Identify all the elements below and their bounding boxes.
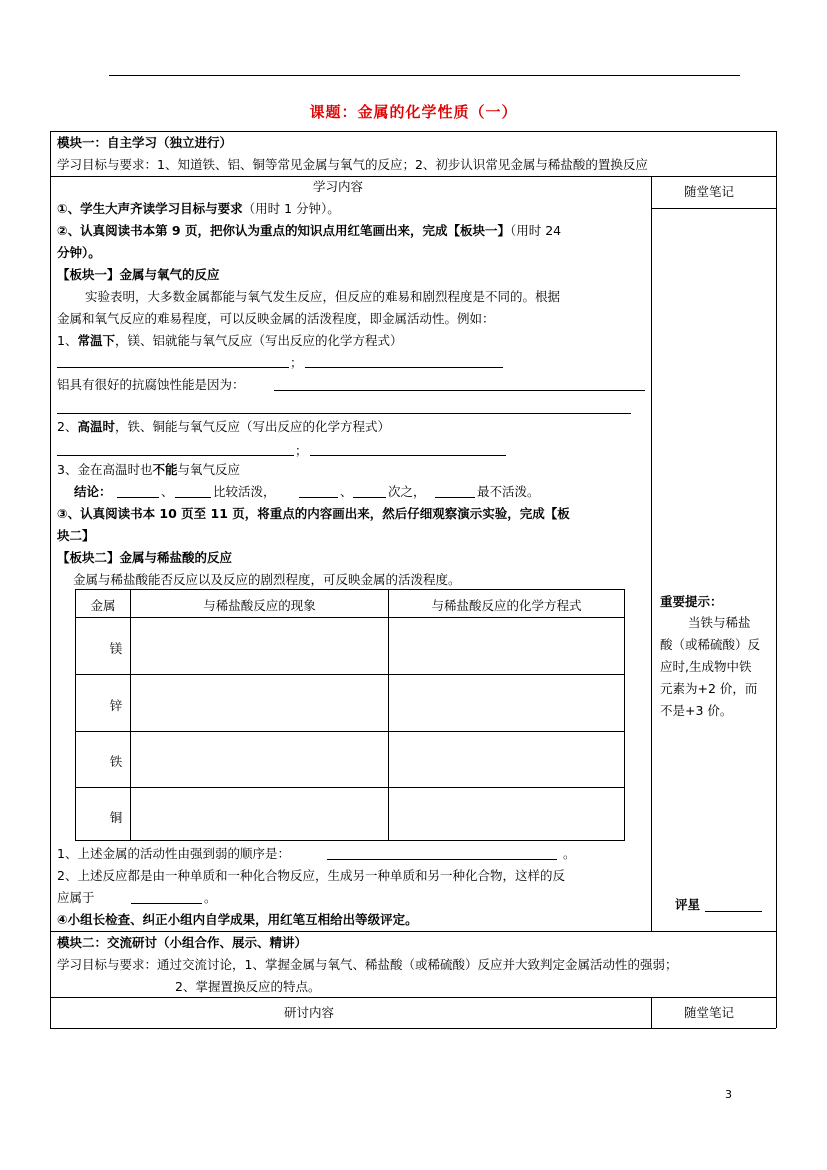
conclusion-label: 结论： — [74, 484, 112, 499]
item3-b: 与氧气反应 — [177, 462, 240, 477]
module1-goals: 学习目标与要求：1、知道铁、铝、铜等常见金属与氧气的反应；2、初步认识常见金属与稀盐酸的置换反应 — [57, 157, 648, 172]
block2-para: 金属与稀盐酸能否反应以及反应的剧烈程度，可反映金属的活泼程度。 — [73, 572, 461, 587]
row-divider-1 — [50, 176, 776, 177]
question-2: 2、上述反应都是由一种单质和一种化合物反应，生成另一种单质和另一种化合物，这样的反 — [57, 868, 565, 883]
note-line: 当铁与稀盐 — [688, 615, 751, 630]
module2-notes-header: 随堂笔记 — [684, 1005, 735, 1020]
module2-goals-2: 2、掌握置换反应的特点。 — [175, 979, 321, 994]
step2-text: ②、认真阅读书本第 9 页，把你认为重点的知识点用红笔画出来，完成【板块一】 — [57, 223, 510, 238]
step1-text: ①、学生大声齐读学习目标与要求 — [57, 201, 243, 216]
table-col-divider-1 — [130, 590, 131, 840]
semicolon-1: ； — [290, 355, 303, 370]
conc-sep-2: 、 — [340, 484, 353, 499]
table-row-divider — [76, 674, 624, 675]
item3-bold: 不能 — [152, 462, 178, 477]
item2-rest: ，铁、铜能与氧气反应（写出反应的化学方程式） — [114, 419, 390, 434]
note-line: 酸（或稀硫酸）反 — [660, 637, 761, 652]
conc-blank-4[interactable] — [353, 497, 386, 498]
blank-1a[interactable] — [57, 367, 289, 368]
question-2-cont: 应属于 — [57, 890, 95, 905]
conc-blank-5[interactable] — [435, 497, 475, 498]
header-rule — [109, 75, 740, 76]
semicolon-2: ； — [295, 443, 308, 458]
table-header-metal: 金属 — [90, 598, 116, 613]
table-header-equation: 与稀盐酸反应的化学方程式 — [431, 598, 582, 613]
step2-cont: 分钟）。 — [57, 245, 101, 260]
rating-label: 评星 — [675, 897, 701, 912]
step1 — [57, 200, 340, 217]
item2-bold: 高温时 — [77, 419, 115, 434]
item1 — [57, 332, 402, 349]
notes-divider-1 — [651, 176, 652, 931]
table-col-divider-2 — [388, 590, 389, 840]
step2 — [57, 222, 561, 239]
step2-time: （用时 24 — [510, 223, 562, 238]
row-divider-2 — [50, 931, 776, 932]
conc-text-2: 次之， — [388, 484, 426, 499]
item2-num: 2、 — [57, 419, 78, 434]
item1-num: 1、 — [57, 333, 78, 348]
row-divider-3 — [50, 997, 776, 998]
table-row-divider — [76, 617, 624, 618]
table-row-divider — [76, 731, 624, 732]
blank-al-2[interactable] — [57, 413, 631, 414]
notes-header: 随堂笔记 — [684, 184, 735, 199]
conc-text-1: 比较活泼， — [213, 484, 276, 499]
item2 — [57, 418, 390, 435]
module1-heading: 模块一：自主学习（独立进行） — [57, 135, 233, 150]
note-line: 不是+3 价。 — [660, 703, 733, 718]
metals-table — [75, 589, 625, 841]
table-cell-metal: 铁 — [109, 754, 123, 769]
question-1-end: 。 — [563, 846, 576, 861]
page-number: 3 — [725, 1088, 732, 1101]
notes-divider-2 — [651, 997, 652, 1028]
table-cell-metal: 镁 — [109, 641, 123, 656]
blank-al-1[interactable] — [274, 390, 645, 391]
step3-cont: 块二】 — [57, 528, 95, 543]
block2-title: 【板块二】金属与稀盐酸的反应 — [57, 550, 233, 565]
blank-2a[interactable] — [57, 455, 294, 456]
module2-goals-1: 学习目标与要求：通过交流讨论，1、掌握金属与氧气、稀盐酸（或稀硫酸）反应并大致判定金属活动性的强弱； — [57, 957, 678, 972]
step1-time: （用时 1 分钟）。 — [242, 201, 340, 216]
frame-bottom — [50, 1028, 776, 1029]
blank-q1[interactable] — [327, 859, 557, 860]
notes-header-divider — [651, 208, 776, 209]
page-title: 课题：金属的化学性质（一） — [309, 103, 518, 121]
conc-blank-3[interactable] — [299, 497, 338, 498]
content-header: 学习内容 — [313, 179, 364, 194]
rating-blank[interactable] — [705, 911, 762, 912]
step4: ④小组长检查、纠正小组内自学成果，用红笔互相给出等级评定。 — [57, 912, 418, 927]
conc-text-3: 最不活泼。 — [477, 484, 540, 499]
item3 — [57, 461, 240, 478]
note-line: 应时,生成物中铁 — [660, 659, 752, 674]
module2-content-header: 研讨内容 — [284, 1005, 335, 1020]
item1-rest: ，镁、铝就能与氧气反应（写出反应的化学方程式） — [114, 333, 403, 348]
table-header-phenomenon: 与稀盐酸反应的现象 — [203, 598, 316, 613]
item1-bold: 常温下 — [77, 333, 115, 348]
note-line: 元素为+2 价，而 — [660, 681, 758, 696]
blank-q2[interactable] — [131, 903, 202, 904]
block1-title: 【板块一】金属与氧气的反应 — [57, 267, 220, 282]
table-row-divider — [76, 787, 624, 788]
frame-left — [50, 131, 51, 1028]
blank-1b[interactable] — [305, 367, 503, 368]
question-1: 1、上述金属的活动性由强到弱的顺序是： — [57, 846, 290, 861]
frame-right — [776, 131, 777, 1028]
item3-a: 3、金在高温时也 — [57, 462, 153, 477]
table-cell-metal: 锌 — [109, 698, 123, 713]
conc-blank-2[interactable] — [175, 497, 211, 498]
frame-top — [50, 131, 776, 132]
blank-2b[interactable] — [310, 455, 506, 456]
al-prompt: 铝具有很好的抗腐蚀性能是因为： — [57, 377, 245, 392]
block1-para-2: 金属和氧气反应的难易程度，可以反映金属的活泼程度，即金属活动性。例如： — [57, 311, 495, 326]
conc-blank-1[interactable] — [117, 497, 159, 498]
step3: ③、认真阅读书本 10 页至 11 页，将重点的内容画出来，然后仔细观察演示实验，完成【板 — [57, 506, 570, 521]
table-cell-metal: 铜 — [109, 810, 123, 825]
block1-para-1: 实验表明，大多数金属都能与氧气发生反应，但反应的难易和剧烈程度是不同的。根据 — [85, 289, 561, 304]
conc-sep-1: 、 — [161, 484, 174, 499]
question-2-end: 。 — [204, 890, 217, 905]
note-title: 重要提示： — [660, 594, 723, 609]
module2-heading: 模块二：交流研讨（小组合作、展示、精讲） — [57, 935, 308, 950]
